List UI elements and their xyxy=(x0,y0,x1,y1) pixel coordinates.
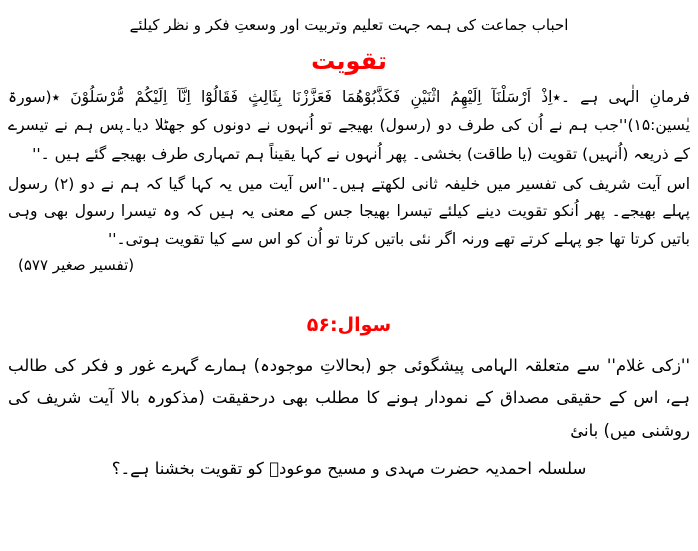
document-header: احباب جماعت کی ہمہ جہت تعلیم وتربیت اور وسعتِ فکر و نظر کیلئے xyxy=(129,16,569,34)
body-paragraph-2: اس آیت شریف کی تفسیر میں خلیفہ ثانی لکھتے ہیں۔''اس آیت میں یہ کہا گیا کہ ہم نے دو (۲) رسول پہلے بھیجے۔ پھر اُنکو تقویت دینے کیلئے تیسرا بھیجا جس کے معنی یہ ہیں کہ وہ تیسرا رسول بھی وہی باتیں کرتا تھا جو پہلے کرتے تھے ورنہ اگر نئی باتیں کرتا تو اُن کو اس سے کیا تقویت ہوتی۔'' xyxy=(8,174,691,249)
question-text: ''زکی غلام'' سے متعلقہ الہامی پیشگوئی جو (بحالاتِ موجودہ) ہمارے گہرے غور و فکر کی طالب ہے، اس کے حقیقی مصداق کے نمودار ہونے کا مطلب بھی درحقیقت (مذکورہ بالا آیت شریف کی روشنی میں) بانئ xyxy=(8,356,690,440)
section-spacer xyxy=(8,274,690,288)
question-label: سوال:۵۶ xyxy=(306,314,392,337)
body-paragraph-1: فرمانِ الٰہی ہے ۔٭اِذْ اَرْسَلْنَآ اِلَیْھِمُ اثْنَیْنِ فَکَذَّبُوْھُمَا فَعَزَّزْنَا بِثَالِثٍ فَقَالُوْٓا اِنَّآ اِلَیْکُمْ مُّرْسَلُوْنَ ٭(سورۃ یٰسین:۱۵)''جب ہم نے اُن کی طرف دو (رسول) بھیجے تو اُنہوں نے دونوں کو جھٹلا دیا۔پس ہم نے تیسرے کے ذریعہ (اُنہیں) تقویت (یا طاقت) بخشی۔ پھر اُنہوں نے کہا یقیناً ہم تمہاری طرف بھیجے گئے ہیں ۔'' xyxy=(8,87,690,163)
page-title: تقویت xyxy=(311,46,387,75)
source-reference: (تفسیر صغیر ۵۷۷) xyxy=(18,256,135,275)
question-text-last-line: سلسلہ احمدیہ حضرت مہدی و مسیح موعودؑ کو تقویت بخشنا ہے۔؟ xyxy=(111,458,587,478)
